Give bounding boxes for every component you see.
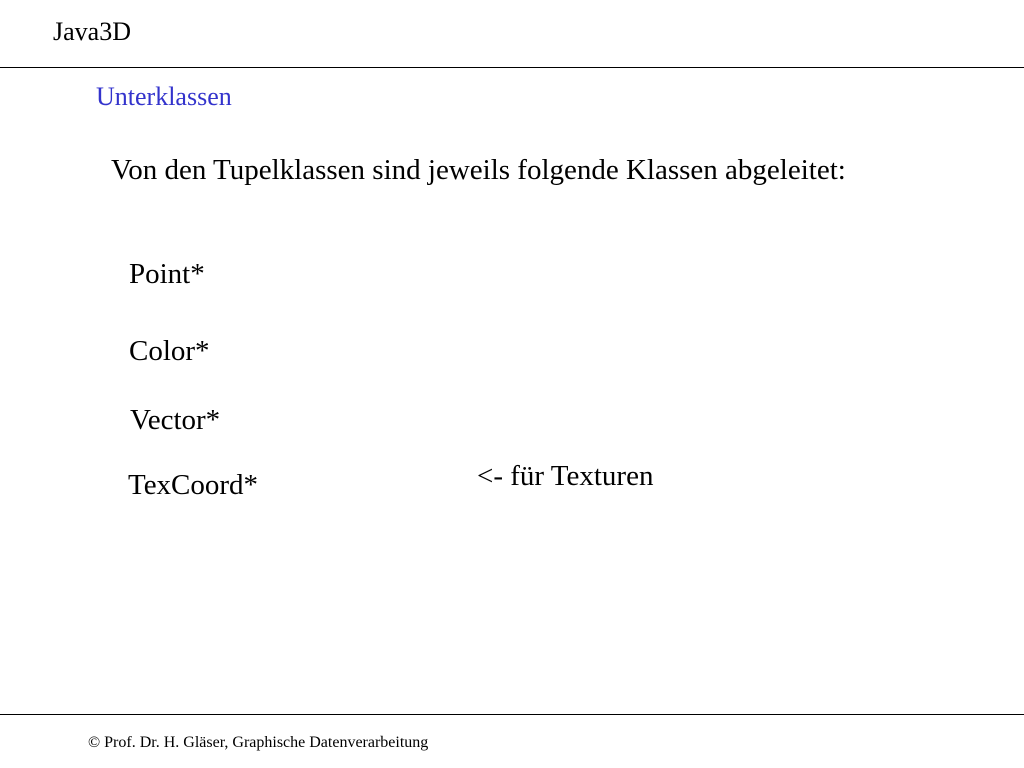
footer-copyright: © Prof. Dr. H. Gläser, Graphische Datenverarbeitung — [88, 734, 429, 751]
section-title: Unterklassen — [96, 82, 232, 111]
header-divider — [0, 67, 1024, 68]
class-item-point: Point* — [129, 258, 205, 290]
intro-text: Von den Tupelklassen sind jeweils folgende Klassen abgeleitet: — [111, 154, 846, 186]
texcoord-note: <- für Texturen — [477, 460, 654, 492]
header-title: Java3D — [53, 17, 131, 46]
class-item-color: Color* — [129, 335, 210, 367]
footer-divider — [0, 714, 1024, 715]
class-item-vector: Vector* — [130, 404, 221, 436]
class-item-texcoord: TexCoord* — [128, 469, 259, 501]
